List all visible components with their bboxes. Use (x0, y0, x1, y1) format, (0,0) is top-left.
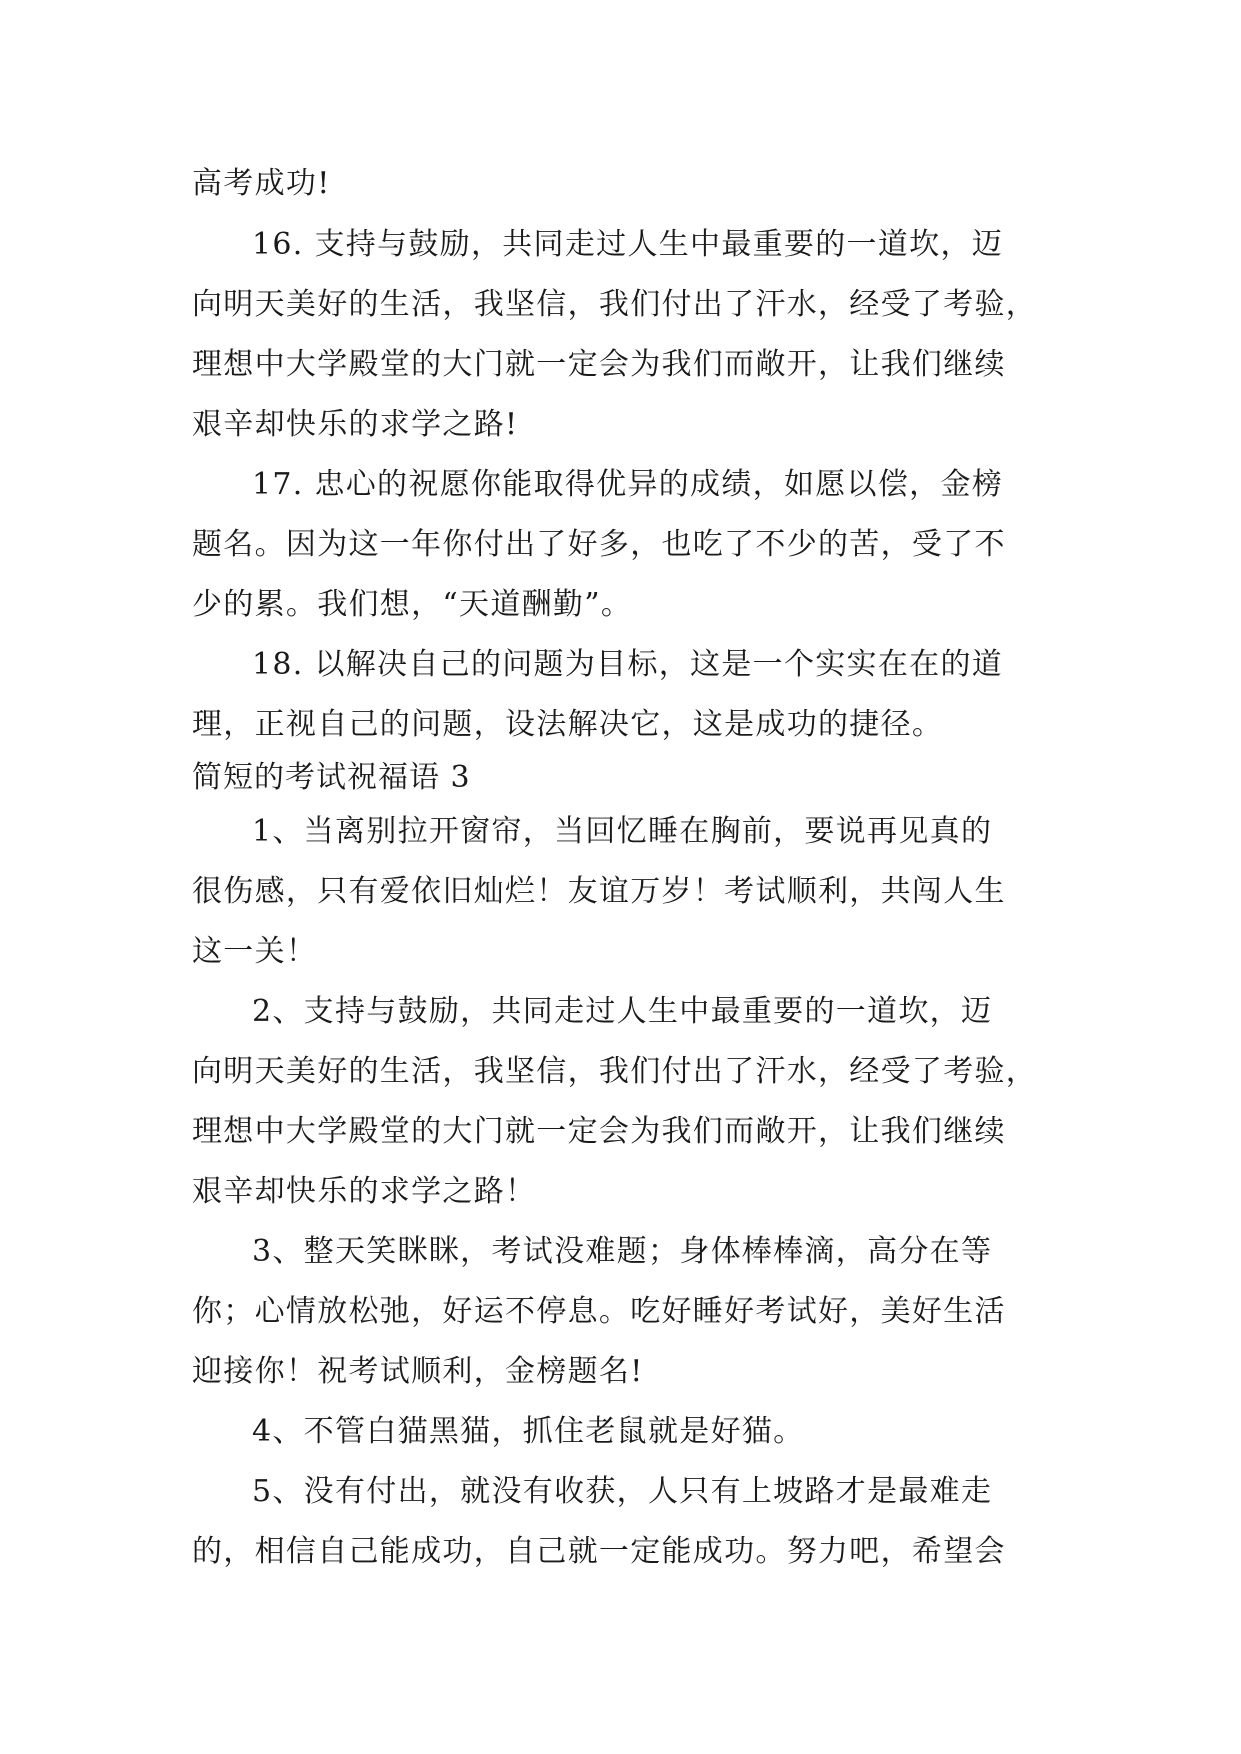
text-line: 的，相信自己能成功，自己就一定能成功。努力吧，希望会 (192, 1534, 1006, 1569)
section-heading: 简短的考试祝福语 3 (192, 760, 471, 795)
paragraph-5-start: 5、没有付出，就没有收获，人只有上坡路才是最难走 (252, 1474, 993, 1509)
text-line: 向明天美好的生活，我坚信，我们付出了汗水，经受了考验， (192, 287, 1038, 322)
text-line: 少的累。我们想，“天道酬勤”。 (192, 587, 633, 622)
text-line: 艰辛却快乐的求学之路！ (192, 1174, 537, 1209)
text-line: 理想中大学殿堂的大门就一定会为我们而敞开，让我们继续 (192, 347, 1006, 382)
text-line: 艰辛却快乐的求学之路! (192, 407, 519, 442)
paragraph-1-start: 1、当离别拉开窗帘，当回忆睡在胸前，要说再见真的 (252, 814, 993, 849)
paragraph-16-start: 16. 支持与鼓励，共同走过人生中最重要的一道坎，迈 (252, 227, 1004, 262)
text-line: 很伤感，只有爱依旧灿烂！友谊万岁！考试顺利，共闯人生 (192, 874, 1006, 909)
text-line: 向明天美好的生活，我坚信，我们付出了汗水，经受了考验， (192, 1054, 1038, 1089)
paragraph-4: 4、不管白猫黑猫，抓住老鼠就是好猫。 (252, 1414, 805, 1449)
paragraph-2-start: 2、支持与鼓励，共同走过人生中最重要的一道坎，迈 (252, 994, 993, 1029)
paragraph-3-start: 3、整天笑眯眯，考试没难题；身体棒棒滴，高分在等 (252, 1234, 993, 1269)
paragraph-18-start: 18. 以解决自己的问题为目标，这是一个实实在在的道 (252, 647, 1004, 682)
text-line: 题名。因为这一年你付出了好多，也吃了不少的苦，受了不 (192, 527, 1006, 562)
text-line: 你；心情放松弛，好运不停息。吃好睡好考试好，美好生活 (192, 1294, 1006, 1329)
text-line: 理，正视自己的问题，设法解决它，这是成功的捷径。 (192, 707, 944, 742)
text-line: 理想中大学殿堂的大门就一定会为我们而敞开，让我们继续 (192, 1114, 1006, 1149)
text-line: 这一关！ (192, 934, 318, 969)
paragraph-17-start: 17. 忠心的祝愿你能取得优异的成绩，如愿以偿，金榜 (252, 467, 1004, 502)
text-line: 高考成功! (192, 166, 331, 201)
text-line: 迎接你！祝考试顺利，金榜题名! (192, 1354, 644, 1389)
